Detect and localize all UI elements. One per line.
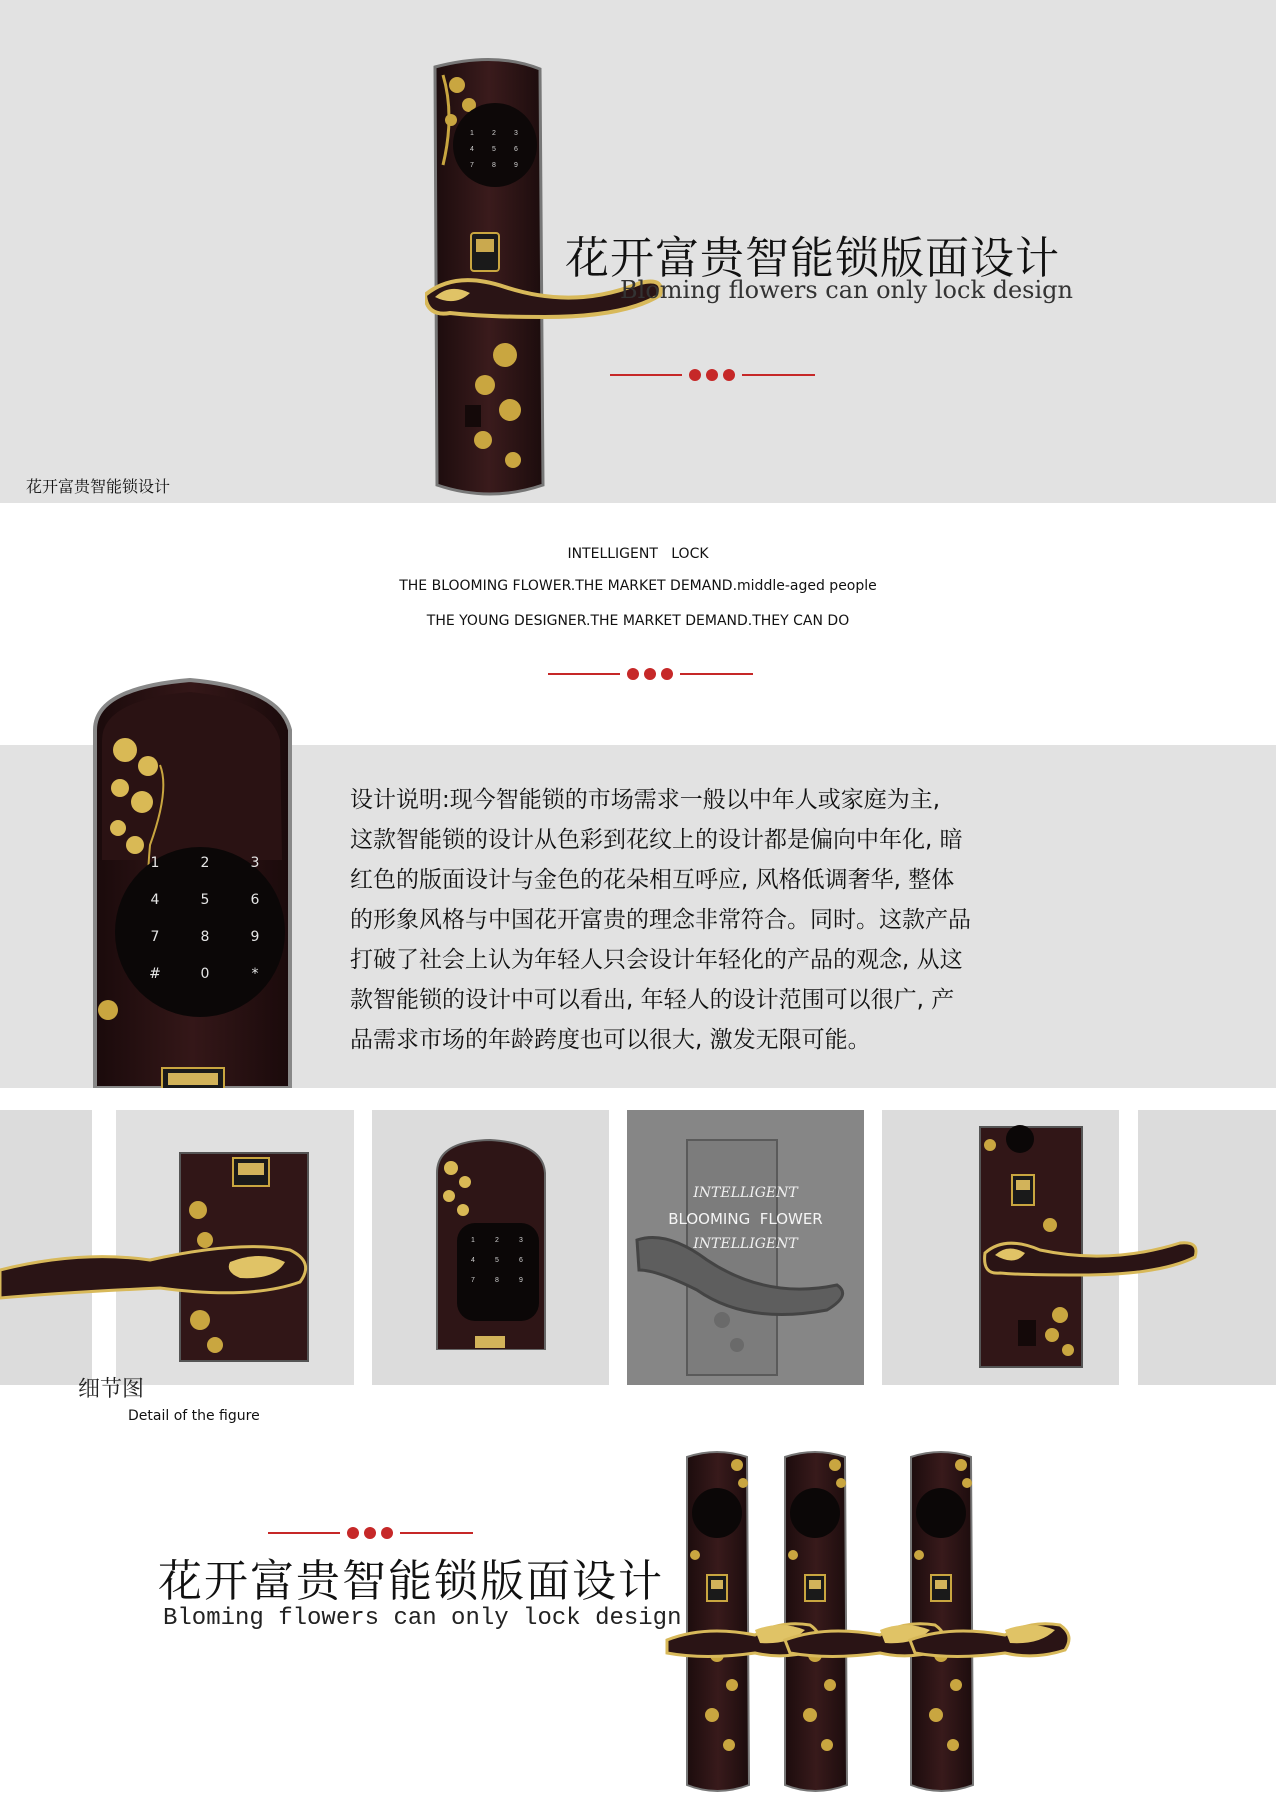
hero-divider <box>610 368 815 382</box>
description-line: 红色的版面设计与金色的花朵相互呼应, 风格低调奢华, 整体 <box>350 867 955 893</box>
keypad-key: 3 <box>250 855 260 871</box>
footer-locks-image <box>665 1445 1125 1800</box>
tagline-line3: THE YOUNG DESIGNER.THE MARKET DEMAND.THEY CAN DO <box>426 613 850 629</box>
keypad-key: # <box>149 966 161 982</box>
svg-text:7: 7 <box>470 162 474 169</box>
hero-title-cn: 花开富贵智能锁版面设计 <box>565 233 1060 284</box>
tagline-line2: THE BLOOMING FLOWER.THE MARKET DEMAND.middle-aged people <box>399 578 877 594</box>
description-line: 设计说明:现今智能锁的市场需求一般以中年人或家庭为主, <box>350 787 941 813</box>
keypad-key: 2 <box>200 855 210 871</box>
svg-text:4: 4 <box>470 146 474 153</box>
svg-text:3: 3 <box>519 1237 523 1244</box>
keypad-key: 7 <box>150 929 160 945</box>
svg-text:7: 7 <box>471 1277 475 1284</box>
svg-text:8: 8 <box>495 1277 499 1284</box>
detail-caption-cn: 细节图 <box>78 1377 145 1402</box>
svg-text:9: 9 <box>514 162 518 169</box>
svg-text:5: 5 <box>495 1257 499 1264</box>
svg-text:2: 2 <box>492 130 496 137</box>
overlay-line1: INTELLIGENT <box>693 1185 798 1201</box>
keypad-key: 4 <box>150 892 160 908</box>
keypad-key: 8 <box>200 929 210 945</box>
description-line: 打破了社会上认为年轻人只会设计年轻化的产品的观念, 从这 <box>350 947 963 973</box>
footer-title-cn: 花开富贵智能锁版面设计 <box>158 1556 664 1607</box>
svg-text:8: 8 <box>492 162 496 169</box>
svg-text:2: 2 <box>495 1237 499 1244</box>
detail-caption-en: Detail of the figure <box>128 1408 260 1424</box>
overlay-line2: BLOOMING FLOWER <box>668 1210 823 1228</box>
keypad-key: 6 <box>250 892 260 908</box>
keypad-key: * <box>251 966 259 982</box>
footer-divider <box>268 1526 473 1540</box>
svg-text:4: 4 <box>471 1257 475 1264</box>
tagline-line1: INTELLIGENT LOCK <box>567 546 709 562</box>
svg-text:3: 3 <box>514 130 518 137</box>
svg-text:6: 6 <box>514 146 518 153</box>
svg-text:1: 1 <box>471 1237 475 1244</box>
description-line: 这款智能锁的设计从色彩到花纹上的设计都是偏向中年化, 暗 <box>350 827 963 853</box>
tagline-divider <box>548 667 753 681</box>
keypad-key: 9 <box>250 929 260 945</box>
footer-title-en: Bloming flowers can only lock design <box>163 1605 682 1632</box>
keypad-detail-image <box>435 1138 547 1350</box>
keypad-grid <box>130 855 280 1025</box>
svg-text:5: 5 <box>492 146 496 153</box>
keypad-key: 1 <box>150 855 160 871</box>
description-text <box>350 780 1185 1060</box>
description-line: 的形象风格与中国花开富贵的理念非常符合。同时。这款产品 <box>350 907 971 933</box>
description-line: 品需求市场的年龄跨度也可以很大, 激发无限可能。 <box>350 1027 871 1053</box>
keypad-closeup-image <box>90 670 300 1088</box>
hero-corner-caption: 花开富贵智能锁设计 <box>26 477 171 496</box>
handle-detail-image <box>0 1150 320 1365</box>
overlay-line3: INTELLIGENT <box>693 1236 798 1252</box>
keypad-key: 5 <box>200 892 210 908</box>
svg-text:9: 9 <box>519 1277 523 1284</box>
description-line: 款智能锁的设计中可以看出, 年轻人的设计范围可以很广, 产 <box>350 987 955 1013</box>
svg-text:6: 6 <box>519 1257 523 1264</box>
svg-text:1: 1 <box>470 130 474 137</box>
keypad-key: 0 <box>200 966 210 982</box>
hero-title-en: Bloming flowers can only lock design <box>620 276 1073 304</box>
side-handle-detail-image <box>960 1125 1220 1370</box>
